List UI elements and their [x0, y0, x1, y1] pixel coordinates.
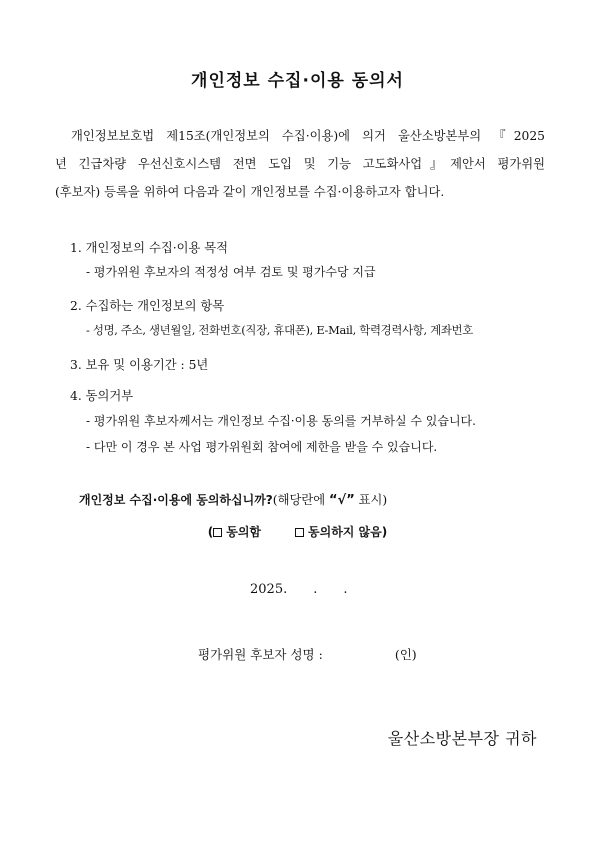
disagree-label: 동의하지 않음 — [308, 525, 382, 539]
intro-line-1: 개인정보보호법 제15조(개인정보의 수집·이용)에 의거 울산소방본부의 『2025 — [71, 129, 545, 143]
consent-hint-suffix: 표시) — [354, 493, 388, 507]
consent-question-text: 개인정보 수집·이용에 동의하십니까? — [79, 493, 273, 507]
section-purpose-heading: 1. 개인정보의 수집·이용 목적 — [70, 241, 229, 255]
section-refusal-heading: 4. 동의거부 — [70, 389, 134, 403]
date-line — [250, 582, 348, 597]
options-open-paren: ( — [207, 525, 214, 539]
date-day-dot: . — [343, 582, 348, 597]
agree-label: 동의함 — [226, 525, 262, 539]
consent-options — [0, 523, 595, 540]
section-refusal-item-2: - 다만 이 경우 본 사업 평가위원회 참여에 제한을 받을 수 있습니다. — [86, 440, 438, 454]
check-mark-hint: “√” — [329, 493, 355, 508]
intro-line-2: 년 긴급차량 우선신호시스템 전면 도입 및 기능 고도화사업』제안서 평가위원 — [55, 157, 545, 171]
consent-question — [79, 490, 387, 508]
intro-paragraph — [55, 122, 545, 206]
consent-hint-prefix: (해당란에 — [272, 493, 329, 507]
section-purpose-item: - 평가위원 후보자의 적정성 여부 검토 및 평가수당 지급 — [86, 265, 376, 279]
signature-seal: (인) — [394, 647, 417, 662]
date-month-dot: . — [313, 582, 318, 597]
agree-checkbox[interactable] — [213, 528, 222, 537]
signature-label: 평가위원 후보자 성명 : — [198, 647, 323, 662]
options-close-paren: ) — [381, 525, 388, 539]
section-retention-heading: 3. 보유 및 이용기간 : 5년 — [70, 358, 209, 372]
disagree-checkbox[interactable] — [295, 528, 304, 537]
recipient: 울산소방본부장 귀하 — [387, 729, 537, 748]
date-year: 2025. — [250, 582, 288, 597]
document-title: 개인정보 수집·이용 동의서 — [191, 71, 404, 91]
signature-line — [198, 645, 417, 663]
intro-line-3: (후보자) 등록을 위하여 다음과 같이 개인정보를 수집·이용하고자 합니다. — [55, 185, 445, 199]
section-items-item: - 성명, 주소, 생년월일, 전화번호(직장, 휴대폰), E-Mail, 학력경력사항, 계좌번호 — [86, 323, 473, 337]
section-refusal-item-1: - 평가위원 후보자께서는 개인정보 수집·이용 동의를 거부하실 수 있습니다. — [86, 414, 476, 428]
section-items-heading: 2. 수집하는 개인정보의 항목 — [70, 299, 225, 313]
